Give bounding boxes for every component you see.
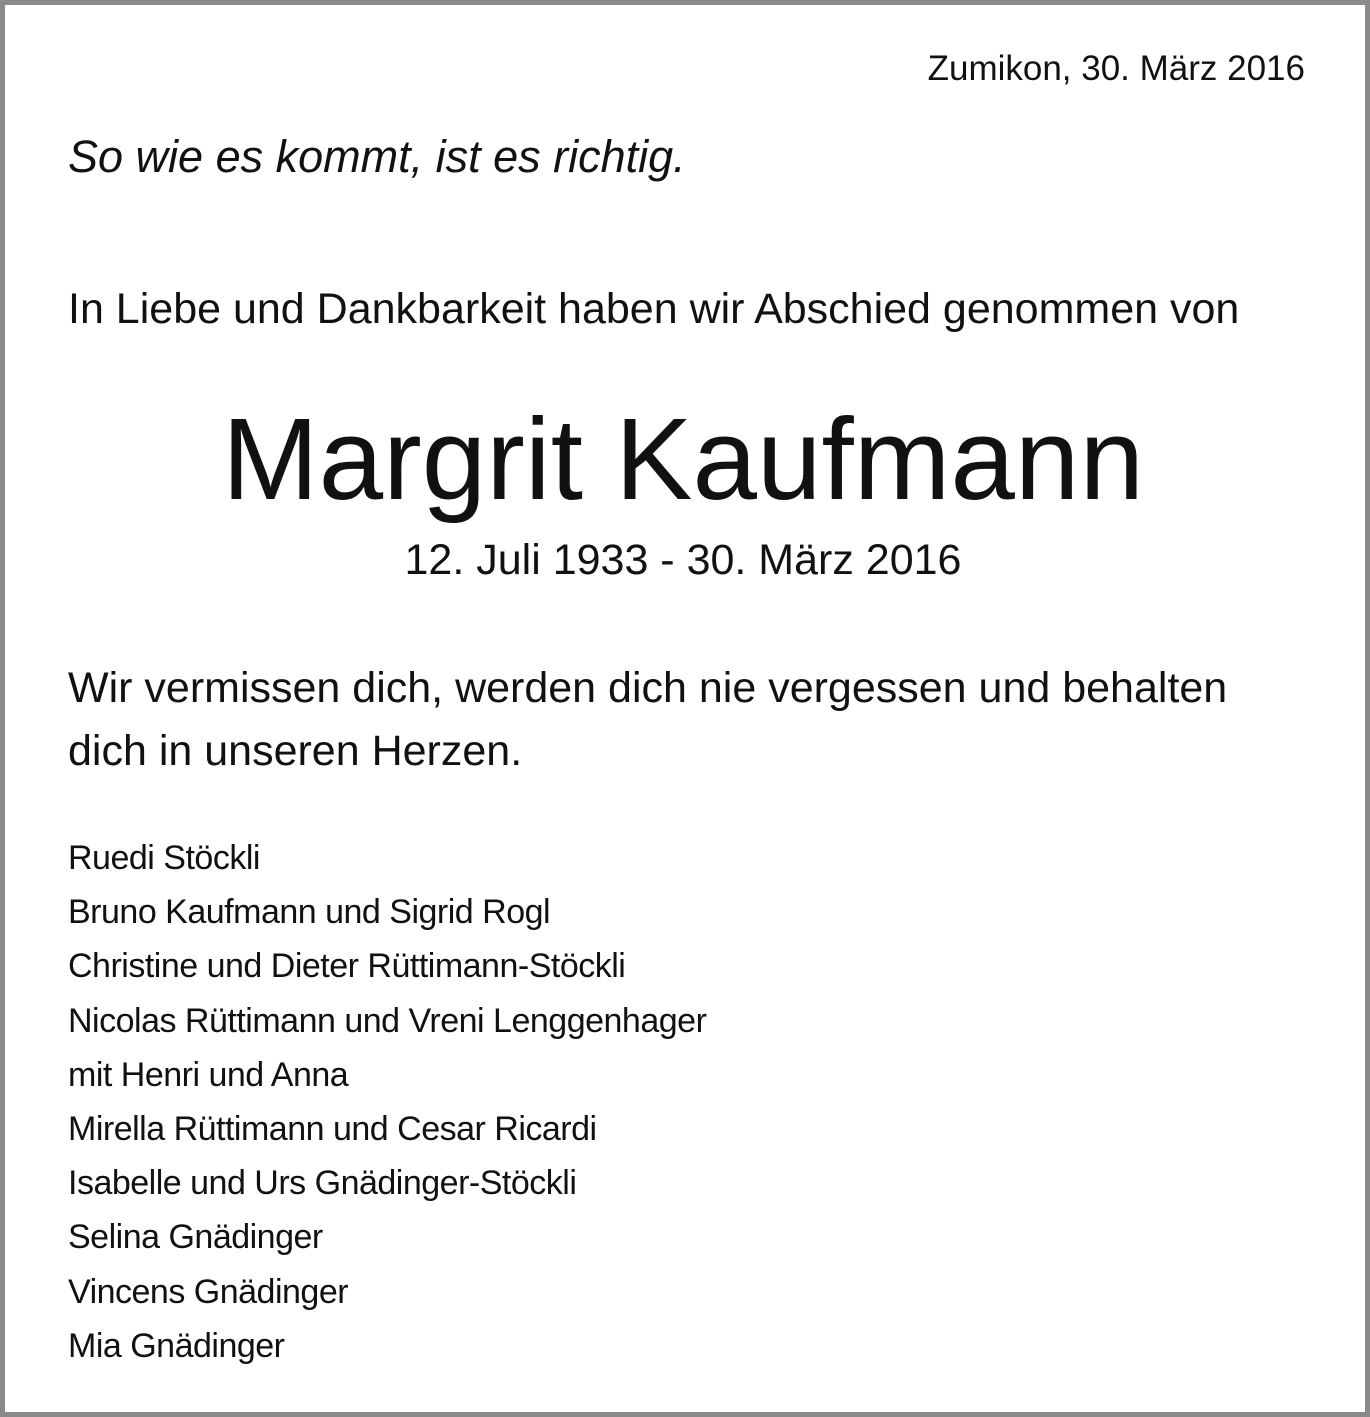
memorial-message-line: Wir vermissen dich, werden dich nie vergessen und behalten: [68, 664, 1228, 712]
place-and-date: Zumikon, 30. März 2016: [927, 49, 1305, 88]
mourner-entry: Isabelle und Urs Gnädinger-Stöckli: [68, 1164, 577, 1203]
memorial-message-line: dich in unseren Herzen.: [68, 727, 523, 775]
mourner-entry: Vincens Gnädinger: [68, 1272, 349, 1311]
mourner-entry: Bruno Kaufmann und Sigrid Rogl: [68, 893, 551, 932]
mourner-entry: Mia Gnädinger: [68, 1326, 285, 1365]
motto-quote: So wie es kommt, ist es richtig.: [68, 131, 686, 182]
mourner-entry: Christine und Dieter Rüttimann-Stöckli: [68, 947, 626, 986]
mourner-entry: mit Henri und Anna: [68, 1055, 349, 1094]
mourner-entry: Ruedi Stöckli: [68, 839, 260, 877]
memorial-message: [68, 657, 1227, 783]
life-dates: 12. Juli 1933 - 30. März 2016: [404, 536, 962, 584]
mourners-list: [68, 831, 706, 1373]
mourner-entry: Nicolas Rüttimann und Vreni Lenggenhager: [68, 1001, 707, 1040]
mourner-entry: Mirella Rüttimann und Cesar Ricardi: [68, 1110, 597, 1149]
deceased-name: Margrit Kaufmann: [222, 394, 1144, 524]
mourner-entry: Selina Gnädinger: [68, 1218, 323, 1257]
intro-text: In Liebe und Dankbarkeit haben wir Abschied genommen von: [68, 285, 1240, 333]
